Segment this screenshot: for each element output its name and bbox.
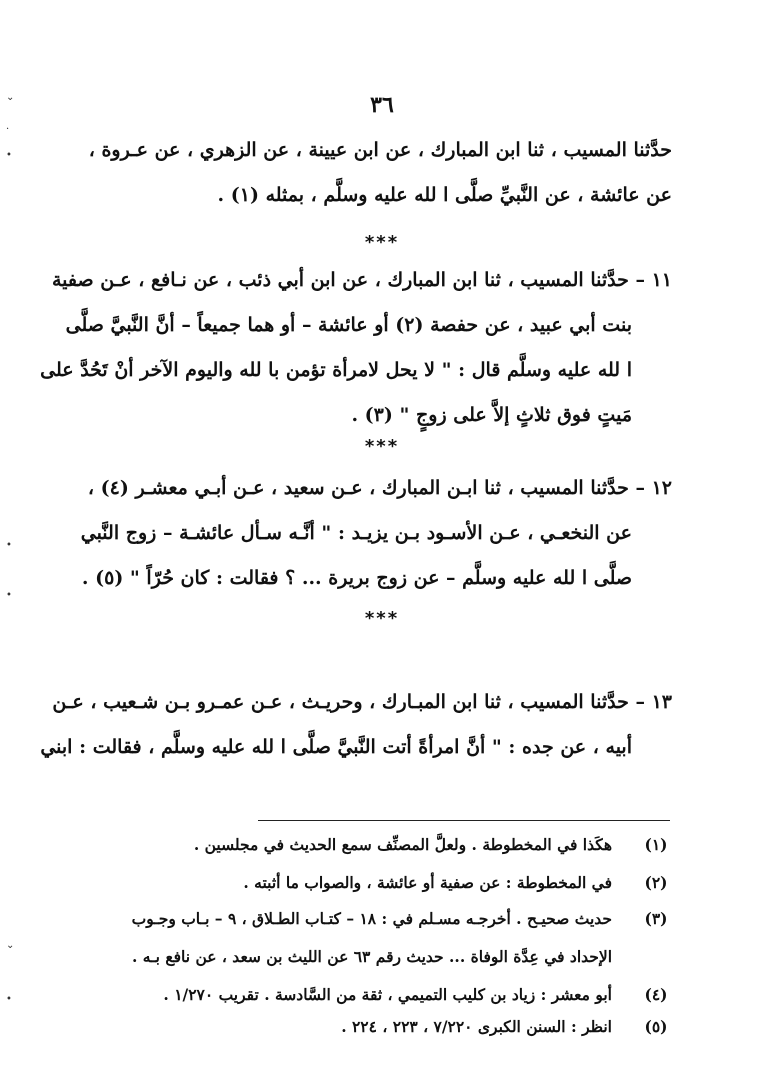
scan-mark: •	[6, 150, 12, 161]
footnote	[74, 834, 674, 860]
footnote-text: أبو معشر : زياد بن كليب التميمي ، ثقة من السَّادسة . تقريب ١/٢٧٠ .	[163, 985, 612, 1004]
page-number: ٣٦	[370, 92, 394, 118]
footnote-number: (١)	[644, 835, 668, 854]
text-line: حدَّثنا المسيب ، ثنا ابن المبارك ، عن ابن عيينة ، عن الزهري ، عن عـروة ،	[88, 139, 672, 161]
scan-mark: •	[6, 994, 12, 1005]
footnote	[54, 908, 674, 972]
footnote-rule	[258, 820, 670, 821]
footnote	[74, 1016, 674, 1042]
footnote-number: (٤)	[644, 985, 668, 1004]
scan-mark: ·	[6, 124, 10, 135]
text-line: بنت أبي عبيد ، عن حفصة (٢) أو عائشة – أو هما جميعاً – أنَّ النَّبيَّ صلَّى	[65, 314, 632, 336]
text-line: ١٢ – حدَّثنا المسيب ، ثنا ابـن المبارك ، عـن سعيد ، عـن أبـي معشـر (٤) ،	[87, 477, 672, 499]
hadith-paragraph	[88, 128, 672, 218]
text-line: عن النخعـي ، عـن الأسـود بـن يزيـد : " أنَّـه سـأل عائشـة – زوج النَّبي	[80, 522, 632, 544]
footnote-text-continued: الإحداد في عِدَّة الوفاة ... حديث رقم ٦٣ عن الليث بن سعد ، عن نافع بـه .	[132, 947, 612, 966]
footnote-text: انظر : السنن الكبرى ٧/٢٢٠ ، ٢٢٣ ، ٢٢٤ .	[341, 1017, 612, 1036]
footnote-text: حديث صحيـح . أخرجـه مسـلم في : ١٨ – كتـاب الطـلاق ، ٩ – بـاب وجـوب	[131, 909, 612, 928]
footnote	[74, 872, 674, 898]
scan-mark: •	[6, 540, 12, 551]
hadith-paragraph	[52, 466, 672, 601]
section-separator: ***	[364, 232, 400, 253]
footnote-number: (٣)	[644, 909, 668, 928]
text-line: ١١ – حدَّثنا المسيب ، ثنا ابن المبارك ، عن ابن أبي ذئب ، عن نـافع ، عـن صفية	[52, 269, 672, 291]
hadith-paragraph	[40, 680, 672, 770]
footnote-number: (٢)	[644, 873, 668, 892]
section-separator: ***	[364, 436, 400, 457]
hadith-paragraph	[40, 258, 672, 438]
text-line: مَيتٍ فوق ثلاثٍ إلاَّ على زوجٍ " (٣) .	[351, 404, 632, 426]
footnote-text: في المخطوطة : عن صفية أو عائشة ، والصواب ما أثبته .	[243, 873, 612, 892]
footnote	[74, 984, 674, 1010]
text-line: ١٣ – حدَّثنا المسيب ، ثنا ابن المبـارك ، وحريـث ، عـن عمـرو بـن شـعيب ، عـن	[52, 691, 672, 713]
section-separator: ***	[364, 608, 400, 629]
scan-mark: •	[6, 590, 12, 601]
text-line: ا لله عليه وسلَّم قال : " لا يحل لامرأة تؤمن با لله واليوم الآخر أنْ تَحُدَّ على	[40, 359, 632, 381]
footnote-text: هكَذا في المخطوطة . ولعلَّ المصنِّف سمع الحديث في مجلسين .	[193, 835, 612, 854]
footnote-number: (٥)	[644, 1017, 668, 1036]
scan-mark: ⌄	[6, 940, 15, 951]
text-line: صلَّى ا لله عليه وسلَّم – عن زوج بريرة ... ؟ فقالت : كان حُرّاً " (٥) .	[81, 567, 632, 589]
scan-mark: ⌄	[6, 92, 15, 103]
text-line: عن عائشة ، عن النَّبيِّ صلَّى ا لله عليه وسلَّم ، بمثله (١) .	[217, 184, 672, 206]
text-line: أبيه ، عن جده : " أنَّ امرأةً أتت النَّبيَّ صلَّى ا لله عليه وسلَّم ، فقالت : ابني	[40, 736, 632, 758]
